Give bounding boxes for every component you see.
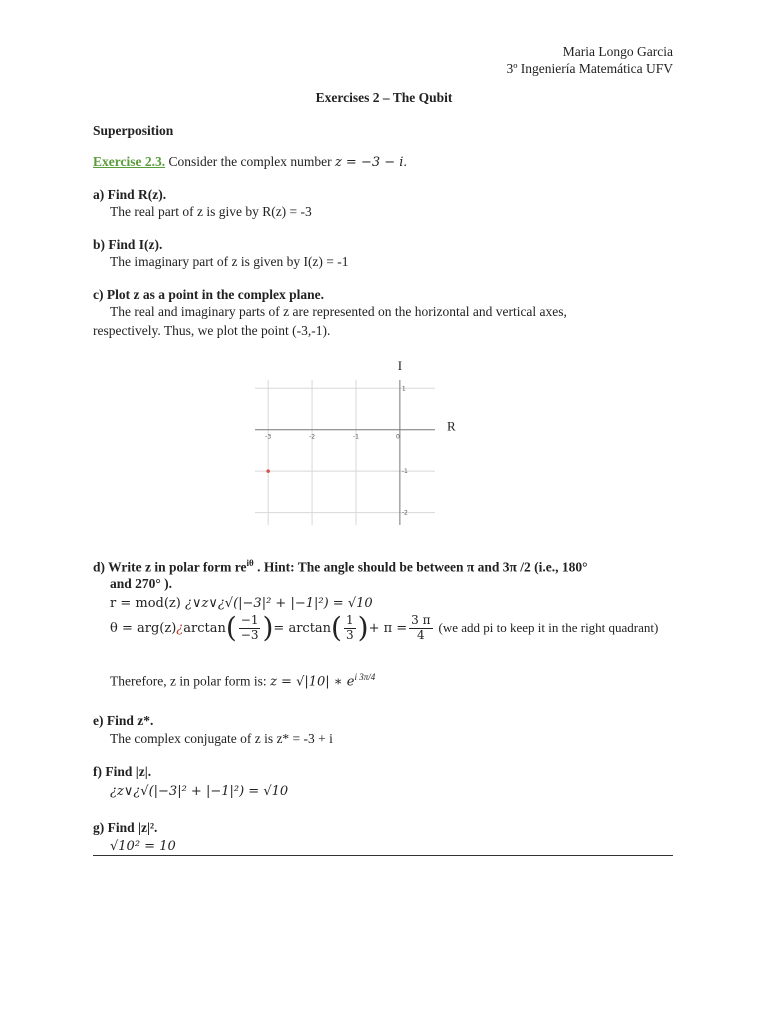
y-tick-label: 1 [401, 385, 406, 393]
data-point [266, 469, 270, 473]
part-d-polar-expr: z = √|10| ∗ e [270, 674, 355, 690]
res-num: 3 π [411, 613, 431, 627]
part-d-heading [93, 558, 588, 576]
part-e-heading: e) Find z*. [93, 713, 154, 728]
frac1-den: −3 [240, 627, 259, 642]
part-d-polar-exp: i 3π/4 [354, 672, 376, 682]
frac2-den: 3 [345, 627, 354, 642]
part-d-r-line [110, 596, 373, 611]
page-title: Exercises 2 – The Qubit [315, 90, 453, 105]
y-tick-label: -1 [401, 468, 408, 476]
complex-plane-chart [240, 355, 470, 535]
y-tick-label: -2 [401, 509, 408, 517]
part-g-heading: g) Find |z|². [93, 820, 158, 835]
part-e-answer: The complex conjugate of z is z* = -3 + i [110, 731, 333, 746]
author-name: Maria Longo Garcia [562, 44, 673, 59]
part-d-theta-line: θ = arg(z) ¿ arctan ( $\frac{-1}{-3}$ ) = arctan ( $\frac{1}{3}$ ) + π = $\frac{3 \pi}{4}$ (we add pi to keep it in the right quadrant) [110, 611, 659, 645]
chart-x-axis-label: R [447, 418, 456, 434]
x-tick-label: 0 [395, 433, 400, 441]
theta-result-fraction [409, 614, 432, 643]
part-g-answer: √10² = 10 [110, 839, 176, 854]
chart-axes [255, 380, 435, 525]
part-d-theta-prefix: θ = arg(z) [110, 620, 177, 636]
exercise-label: Exercise 2.3. [93, 154, 166, 169]
part-d-polar-text: Therefore, z in polar form is: [110, 673, 267, 689]
x-tick-label: -1 [352, 433, 359, 441]
part-d-heading-hint: . Hint: The angle should be between π and 3π /2 (i.e., 180° [257, 559, 588, 575]
chart-ticks [265, 385, 408, 516]
theta-fraction-2 [344, 614, 356, 643]
part-d-theta-eq: = arctan [273, 620, 332, 636]
part-b-heading: b) Find I(z). [93, 237, 163, 252]
section-heading: Superposition [93, 123, 174, 138]
part-d-polar-line [110, 672, 375, 690]
part-d-heading-sup: iθ [246, 558, 254, 568]
exercise-text: Consider the complex number [168, 154, 335, 169]
part-d-r-expr: ¿∨z∨¿√(|−3|² + |−1|²) = √10 [184, 596, 373, 611]
bottom-rule [93, 855, 673, 856]
chart-grid [255, 380, 435, 525]
part-c-heading: c) Plot z as a point in the complex plane. [93, 287, 324, 302]
chart-points [266, 469, 270, 473]
part-d-theta-note: (we add pi to keep it in the right quadrant) [438, 620, 659, 636]
part-a-heading: a) Find R(z). [93, 187, 167, 202]
exercise-number: z = −3 − i [334, 155, 404, 170]
part-a-answer: The real part of z is give by R(z) = -3 [110, 204, 312, 219]
exercise-suffix: . [403, 154, 407, 169]
x-tick-label: -3 [265, 433, 272, 441]
part-d-theta-mid: arctan [183, 620, 226, 636]
part-c-answer-line2: respectively. Thus, we plot the point (-3,-1). [93, 323, 331, 338]
part-d-r-prefix: r = mod(z) [110, 596, 185, 611]
part-f-answer: ¿z∨¿√(|−3|² + |−1|²) = √10 [110, 784, 289, 799]
chart-y-axis-label: I [397, 358, 403, 373]
part-d-heading-line2: and 270° ). [110, 576, 173, 591]
part-c-answer-line1: The real and imaginary parts of z are represented on the horizontal and vertical axes, [110, 304, 567, 319]
course-name: 3º Ingeniería Matemática UFV [506, 61, 673, 76]
theta-fraction-1 [239, 614, 261, 643]
part-d-theta-plus: + π = [368, 620, 408, 636]
res-den: 4 [417, 627, 425, 642]
frac2-num: 1 [345, 613, 354, 627]
part-b-answer: The imaginary part of z is given by I(z) = -1 [110, 254, 349, 269]
frac1-num: −1 [240, 613, 259, 627]
part-d-heading-prefix: d) Write z in polar form re [93, 559, 247, 575]
part-f-heading: f) Find |z|. [93, 764, 152, 779]
x-tick-label: -2 [309, 433, 316, 441]
exercise-statement [93, 154, 407, 170]
inverted-question-glyph: ¿ [176, 620, 184, 636]
